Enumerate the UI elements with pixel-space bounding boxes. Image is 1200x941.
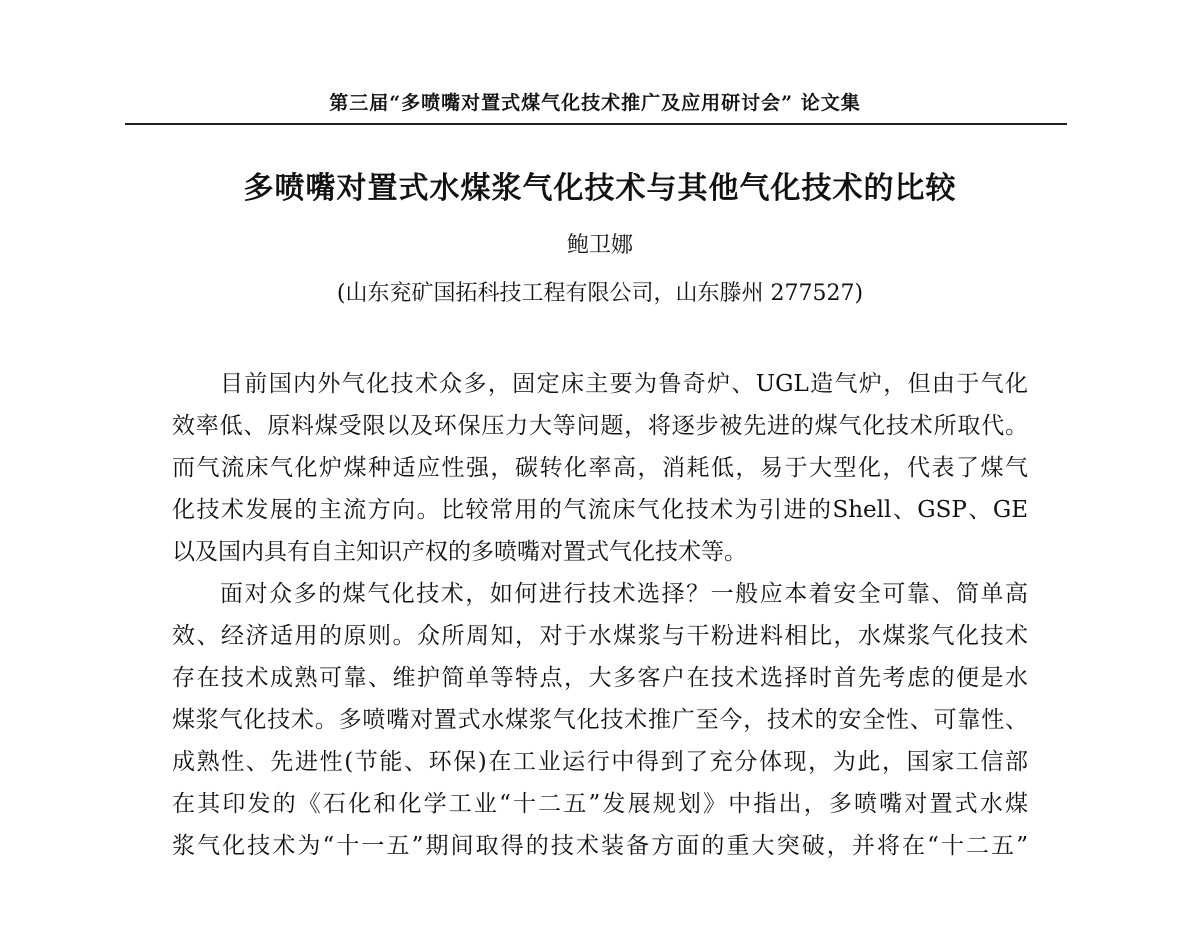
paragraph-1 [172,368,1028,578]
paragraph-2 [172,578,1028,872]
text-line: 效、经济适用的原则。众所周知，对于水煤浆与干粉进料相比，水煤浆气化技术 [172,623,1028,649]
text-line: 目前国内外气化技术众多，固定床主要为鲁奇炉、UGL造气炉，但由于气化 [220,371,1028,397]
body-text [172,368,1028,872]
text-line: 成熟性、先进性(节能、环保)在工业运行中得到了充分体现，为此，国家工信部 [172,749,1028,775]
text-line: 面对众多的煤气化技术，如何进行技术选择？一般应本着安全可靠、简单高 [220,581,1028,607]
text-line: 效率低、原料煤受限以及环保压力大等问题，将逐步被先进的煤气化技术所取代。 [172,413,1028,439]
text-line: 化技术发展的主流方向。比较常用的气流床气化技术为引进的Shell、GSP、GE [172,497,1028,523]
author: 鲍卫娜 [566,233,633,258]
text-line: 煤浆气化技术。多喷嘴对置式水煤浆气化技术推广至今，技术的安全性、可靠性、 [172,707,1028,733]
text-line: 浆气化技术为“十一五”期间取得的技术装备方面的重大突破，并将在“十二五” [172,833,1028,859]
header-rule [125,123,1067,125]
affiliation: (山东兖矿国拓科技工程有限公司，山东滕州 277527) [336,281,864,306]
text-line: 在其印发的《石化和化学工业“十二五”发展规划》中指出，多喷嘴对置式水煤 [172,791,1028,817]
running-header: 第三届“多喷嘴对置式煤气化技术推广及应用研讨会” 论文集 [329,92,861,114]
paper-title: 多喷嘴对置式水煤浆气化技术与其他气化技术的比较 [243,171,957,206]
text-line: 而气流床气化炉煤种适应性强，碳转化率高，消耗低，易于大型化，代表了煤气 [172,455,1028,481]
text-line: 以及国内具有自主知识产权的多喷嘴对置式气化技术等。 [172,539,747,565]
text-line: 存在技术成熟可靠、维护简单等特点，大多客户在技术选择时首先考虑的便是水 [172,665,1028,691]
